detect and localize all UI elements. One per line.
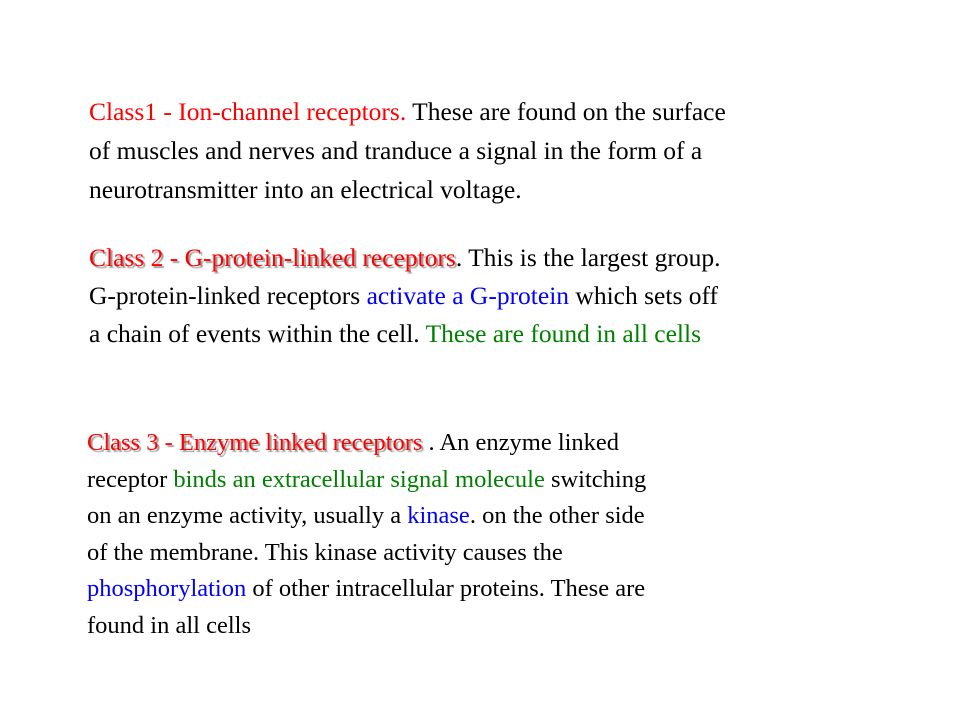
class3-line-5 (87, 571, 646, 608)
class3-highlight-phosphorylation: phosphorylation (87, 575, 247, 602)
class3-heading: Class 3 - Enzyme linked receptors (87, 429, 423, 456)
class3-line-2-text-c: switching (544, 465, 647, 493)
class2-line-3-text-a: a chain of events within the cell. (89, 319, 426, 348)
class1-heading: Class1 - Ion-channel receptors. (89, 97, 407, 126)
class3-line-2 (87, 462, 646, 499)
class3-line-1 (87, 425, 646, 462)
class3-highlight-kinase: kinase (407, 502, 470, 529)
class1-line-2: of muscles and nerves and tranduce a signal in the form of a (89, 136, 703, 165)
class1-paragraph (89, 92, 726, 209)
class2-line-2-text-a: G-protein-linked receptors (89, 281, 367, 310)
class2-highlight-activate-g-protein: activate a G-protein (366, 281, 570, 310)
class2-line-1 (89, 239, 720, 277)
class2-heading: Class 2 - G-protein-linked receptors (89, 243, 456, 272)
class3-line-1-text: . An enzyme linked (422, 429, 620, 456)
class2-line-2 (89, 277, 720, 315)
class2-paragraph (89, 239, 720, 353)
class3-line-3 (87, 498, 646, 535)
class1-line-3: neurotransmitter into an electrical voltage. (89, 175, 522, 204)
class2-highlight-found-in-all-cells: These are found in all cells (425, 319, 702, 348)
class3-line-2-text-a: receptor (87, 465, 174, 493)
class2-line-1-text: . This is the largest group. (455, 243, 721, 272)
class2-line-3 (89, 315, 720, 353)
class3-line-6: found in all cells (87, 611, 251, 639)
class3-line-5-text-b: of other intracellular proteins. These are (246, 575, 646, 602)
class3-paragraph (87, 425, 646, 644)
class3-line-3-text-c: . on the other side (469, 502, 645, 529)
class2-line-2-text-c: which sets off (569, 281, 719, 310)
class3-line-3-text-a: on an enzyme activity, usually a (87, 502, 408, 529)
class1-line-1 (89, 92, 726, 131)
class3-highlight-signal-molecule: binds an extracellular signal molecule (173, 465, 545, 493)
class1-line-1-text: These are found on the surface (406, 97, 726, 126)
class3-line-4: of the membrane. This kinase activity causes the (87, 538, 563, 566)
